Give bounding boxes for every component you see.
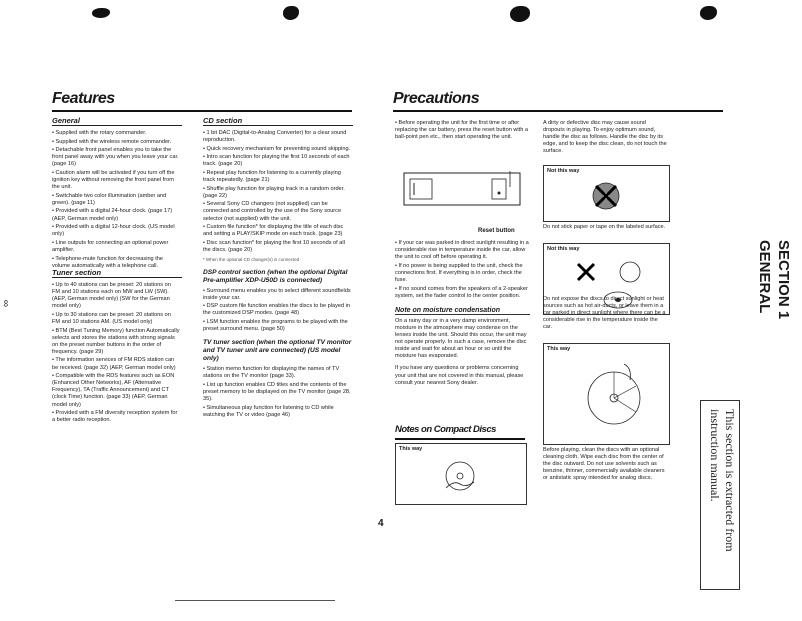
general-item: • Provided with a digital 24-hour clock. (page 17) (AEP, German model only) xyxy=(52,208,173,222)
general-item: • Telephone-mute function for decreasing the volume automatically with a telephone call. xyxy=(52,255,164,269)
not-this-way-label: Not this way xyxy=(547,246,580,252)
cd-item: • Intro scan function for playing the first 10 seconds of each track. (page 20) xyxy=(203,154,350,168)
cd-heading: CD section xyxy=(203,116,353,126)
general-item: • Supplied with the wireless remote commander. xyxy=(52,138,172,145)
dsp-heading: DSP control section (when the optional Digital Pre-amplifier XDP-U50D is connected) xyxy=(203,268,348,284)
cd-item: • Repeat play function for listening to a currently playing track repeatedly. (page 21) xyxy=(203,169,341,184)
precaution-item: • If your car was parked in direct sunlight resulting in a considerable rise in temperature inside the car, allow the unit to cool off before operating it. xyxy=(395,240,529,261)
precaution-item: • Before operating the unit for the first time or after replacing the car battery, press the reset button with a ball-point pen etc., then start operating the unit. xyxy=(395,120,528,141)
tuner-list xyxy=(52,282,180,426)
dsp-item: • Surround menu enables you to select different soundfields inside your car. xyxy=(203,287,351,301)
moisture-text: On a rainy day or in a very damp environment, moisture in the atmosphere may condense on the lenses inside the unit. Should this occur, the unit may not operate properly. In such a case, remove the disc inside and wait for about an hour or so until the moisture has evaporated. xyxy=(395,317,527,360)
disc-handling-text: A dirty or defective disc may cause sound dropouts in playing. To enjoy optimum sound, handle the disc as follows. Handle the disc by its edge, and to keep the disc clean, do not touch the surface. xyxy=(543,120,667,155)
tuner-item: • Up to 30 stations can be preset: 20 stations on FM and 10 stations AM. (US model only) xyxy=(52,311,171,325)
section-tab-label: SECTION 1 xyxy=(775,240,792,320)
discs-rule xyxy=(395,438,525,440)
tv-item: • List up function enables CD titles and the contents of the preset memory to be displayed on the TV monitor (page 28, 35). xyxy=(203,381,351,403)
disc-touch-wrong-icon xyxy=(586,176,626,212)
disc-cleaning-icon xyxy=(584,358,644,438)
precautions-list-b xyxy=(395,240,530,300)
scan-mark xyxy=(283,6,299,20)
precautions-list-a xyxy=(395,120,530,141)
unit-front-panel-illustration xyxy=(400,165,525,225)
cd-item: • Custom file function* for displaying the title of each disc and setting a PLAY/SKIP mode on each track. (page 23) xyxy=(203,224,344,238)
scan-line xyxy=(175,600,335,601)
hand-holding-disc-icon xyxy=(440,458,480,494)
not-this-way-label: Not this way xyxy=(547,168,580,174)
general-item: • Line outputs for connecting an optional power amplifier. xyxy=(52,239,169,253)
section-tab-sub: GENERAL xyxy=(756,240,773,314)
this-way-box-right xyxy=(543,343,670,445)
tuner-item: • Provided with a FM diversity reception system for a better radio reception. xyxy=(52,410,178,424)
cd-item: • Shuffle play function for playing track in a random order. (page 22) xyxy=(203,185,345,199)
questions-text: If you have any questions or problems concerning your unit that are not covered in this manual, please consult your nearest Sony dealer. xyxy=(395,365,524,386)
tuner-heading: Tuner section xyxy=(52,268,182,278)
this-way-label: This way xyxy=(547,346,571,352)
cd-item: • Several Sony CD changers (not supplied) can be connected and controlled by the use of the Sony source selector (not supplied) with the unit. xyxy=(203,201,342,222)
general-item: • Provided with a digital 12-hour clock. (US model only) xyxy=(52,224,175,238)
dsp-list xyxy=(203,288,353,334)
general-item: • Switchable two color illumination (amber and green). (page 11) xyxy=(52,192,167,206)
general-item: • Supplied with the rotary commander. xyxy=(52,130,147,136)
precautions-title: Precautions xyxy=(393,90,480,107)
label-surface-text: Do not stick paper or tape on the labeled surface. xyxy=(543,224,666,230)
tv-item: • Station memo function for displaying the names of TV stations on the TV monitor (page 33). xyxy=(203,366,340,380)
tuner-item: • The information services of FM RDS station can be received. (page 32) (AEP, German model only) xyxy=(52,357,176,371)
tv-item: • Simultaneous play function for listening to CD while watching the TV or video (page 46) xyxy=(203,404,334,418)
sunlight-text: Do not expose the discs to direct sunlight or heat sources such as hot air-ducts, or leave them in a car parked in direct sunlight where there can be a considerable rise in the temperature inside the car. xyxy=(543,296,666,331)
precautions-col1 xyxy=(395,120,530,143)
dsp-item: • DSP custom file function enables the discs to be played in the customized DSP modes. (page 48) xyxy=(203,303,351,317)
cd-column xyxy=(203,130,353,420)
scan-mark xyxy=(510,6,530,22)
precautions-col1b xyxy=(395,240,530,388)
tuner-item: • BTM (Best Tuning Memory) function Automatically selects and stores the stations with strong signals on the preset number buttons in the order of frequency. (page 29) xyxy=(52,327,180,355)
general-item: • Detachable front panel enables you to take the front panel away with you when you leave your car. (page 16) xyxy=(52,147,179,168)
this-way-label: This way xyxy=(399,446,423,452)
features-title: Features xyxy=(52,90,115,107)
section-note-box xyxy=(700,400,740,590)
this-way-box-left xyxy=(395,443,527,505)
dsp-item: • LSM function enables the programs to be played with the preset surround menu. (page 50) xyxy=(203,318,348,333)
scan-mark xyxy=(700,6,717,20)
cd-item: • Quick recovery mechanism for preventing sound skipping. xyxy=(203,145,351,152)
general-item: • Caution alarm will be activated if you turn off the ignition key without removing the front panel from the unit. xyxy=(52,169,175,191)
general-heading: General xyxy=(52,116,182,126)
page-number: 4 xyxy=(378,518,384,529)
not-this-way-box-1 xyxy=(543,165,670,222)
cleaning-text: Before playing, clean the discs with an optional cleaning cloth. Wipe each disc from the center of the disc outward. Do not use solvents such as benzine, thinner, commercially available cleaners or antistatic spray intended for analog discs. xyxy=(543,447,665,482)
cd-footnote: * When the optional CD changer(s) is connected xyxy=(203,256,300,262)
compact-discs-heading: Notes on Compact Discs xyxy=(395,424,496,435)
cd-item: • Disc scan function* for playing the first 10 seconds of all the discs. (page 20) xyxy=(203,239,345,253)
margin-mark: ∞ xyxy=(0,299,12,308)
general-list xyxy=(52,130,180,271)
moisture-heading: Note on moisture condensation xyxy=(395,307,530,315)
tuner-item: • Compatible with the RDS features such as EON (Enhanced Other Networks), AF (Alternative Frequency), TA (Traffic Announcement) and CT (clock Time) function. (page 33) (AEP, German model only) xyxy=(52,373,175,408)
tuner-item: • Up to 40 stations can be preset: 20 stations on FM and 10 stations each on MW and LW (SW). (AEP, German model only) (SW for the German model only) xyxy=(52,282,171,310)
tv-list xyxy=(203,366,353,419)
section-note: This section is extracted from instruction manual. xyxy=(708,409,737,552)
precaution-item: • If no power is being supplied to the unit, check the connections first. If everything is in order, check the fuse. xyxy=(395,262,523,283)
cd-item: • 1 bit DAC (Digital-to-Analog Converter) for a clear sound reproduction. xyxy=(203,130,347,144)
precaution-item: • If no sound comes from the speakers of a 2-speaker system, set the fader control to the center position. xyxy=(395,285,528,299)
features-rule xyxy=(52,110,352,112)
unit-figure xyxy=(400,165,525,225)
tv-heading: TV tuner section (when the optional TV monitor and TV tuner unit are connected) (US model only) xyxy=(203,339,352,363)
scan-mark xyxy=(92,8,110,18)
reset-button-label: Reset button xyxy=(478,228,515,234)
precautions-rule xyxy=(393,110,723,112)
cd-list xyxy=(203,130,353,254)
